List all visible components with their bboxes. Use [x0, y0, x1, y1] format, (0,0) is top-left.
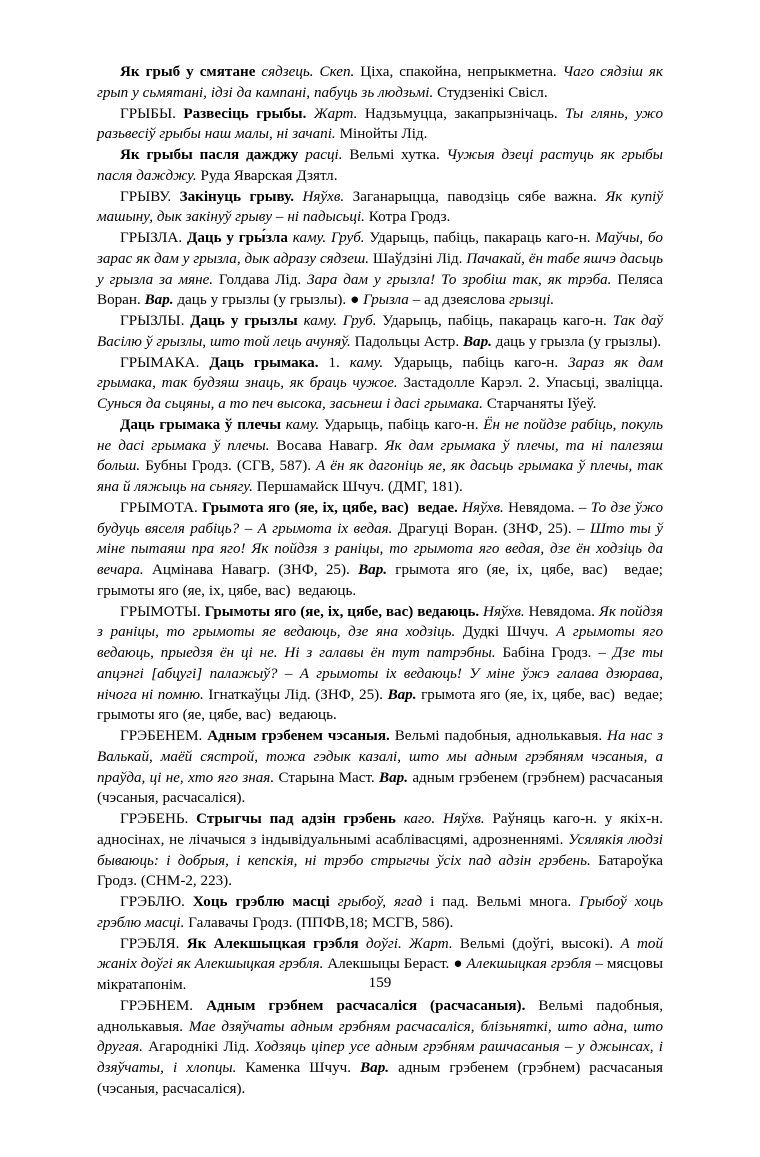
dictionary-entry: Як грыбы пасля дажджу расці. Вельмі хутка. Чужыя дзеці растуць як грыбы пасля дажджу. Руда Яварская Дзятл. — [97, 147, 663, 184]
dictionary-entry: ГРЭБЛЯ. Як Алекшыцкая грэбля доўгі. Жарт. Вельмі (доўгі, высокі). А той жаніх доўгі як Алекшыцкая грэбля. Алекшыцы Бераст. ● Алекшыцкая грэбля – мясцовы мікратапонім. — [97, 935, 663, 993]
dictionary-entry: ГРЭБЛЮ. Хоць грэблю масці грыбоў, ягад і пад. Вельмі многа. Грыбоў хоць грэблю масці. Галавачы Гродз. (ППФВ,18; МСГВ, 586). — [97, 894, 664, 931]
dictionary-entry: Як грыб у смятане сядзець. Скеп. Ціха, спакойна, непрыкметна. Чаго сядзіш як грып у сьмятані, ідзі да кампані, пабуць зь людзьмі. Студзенікі Свісл. — [97, 64, 663, 101]
dictionary-entry: ГРЫЗЛЫ. Даць у грызлы каму. Груб. Ударыць, пабіць, пакараць каго-н. Так даў Васілю ў грызлы, што той лець ачуняў. Падольцы Астр. Вар. даць у грызла (у грызлы). — [97, 313, 663, 350]
dictionary-entry: ГРЫВУ. Закінуць грыву. Няўхв. Заганарыцца, паводзіць сябе важна. Як купіў машыну, дык закінуў грыву – ні падысьці. Котра Гродз. — [97, 188, 664, 226]
dictionary-entry: ГРЭБНЕМ. Адным грэбнем расчасаліся (расчасаныя). Вельмі падобныя, аднолькавыя. Мае дзяўчаты адным грэбням расчасаліся, блізьняткі, што адна, што другая. Агароднікі Лід. Ходзяць ціпер усе адным грэбням рашчасаныя – у джынсах, і дзяўчаты, і хлопцы. Каменка Шчуч. Вар. адным грэбенем (грэбнем) расчасаныя (чэсаныя, расчасаліся). — [97, 997, 664, 1097]
dictionary-entry: ГРЫМОТЫ. Грымоты яго (яе, іх, цябе, вас) ведаюць. Няўхв. Невядома. Як пойдзя з раніцы, то грымоты яе ведаюць, дзе яна ходзіць. Дудкі Шчуч. А грымоты яго ведаюць, прыедзя ён ці не. Ні з галавы ён тут патрэбны. Бабіна Гродз. – Дзе ты апцэнгі [абцугі] палажыў? – А грымоты іх ведаюць! У міне ўжэ галава дзюрава, нічога ні помню. Ігнаткаўцы Лід. (ЗНФ, 25). Вар. грымота яго (яе, іх, цябе, вас) ведае; грымоты яго (яе, цябе, вас) ведаюць. — [97, 603, 664, 724]
dictionary-entry: ГРЫЗЛА. Даць у гры́зла каму. Груб. Ударыць, пабіць, пакараць каго-н. Маўчы, бо зарас як дам у грызла, дык адразу сядзеш. Шаўдзіні Лід. Пачакай, ён табе яшчэ дасьць у грызла за мяне. Голдава Лід. Зара дам у грызла! То зробіш так, як трэба. Пеляса Воран. Вар. даць у грызлы (у грызлы). ● Грызла – ад дзеяслова грызці. — [97, 230, 663, 309]
dictionary-entry: ГРЫМОТА. Грымота яго (яе, іх, цябе, вас) ведае. Няўхв. Невядома. – То дзе ўжо будуць вяселя рабіць? – А грымота іх ведая. Драгуці Воран. (ЗНФ, 25). – Што ты ў міне пытаяш пра яго! Як пойдзя з раніцы, то грымота яго ведая, дзе ён ходзіць да вечара. Ацмінава Навагр. (ЗНФ, 25). Вар. грымота яго (яе, іх, цябе, вас) ведае; грымоты яго (яе, іх, цябе, вас) ведаюць. — [97, 499, 663, 599]
dictionary-entry: ГРЫБЫ. Развесіць грыбы. Жарт. Надзьмуцца, закапрызнічаць. Ты глянь, ужо разьвесіў грыбы наш малы, ні зачапі. Мінойты Лід. — [97, 105, 664, 143]
dictionary-entry: Даць грымака ў плечы каму. Ударыць, пабіць каго-н. Ён не пойдзе рабіць, покуль не дасі грымака ў плечы. Восава Навагр. Як дам грымака ў плечы, та ні палезяш больш. Бубны Гродз. (СГВ, 587). А ён як дагоніць яе, як дасьць грымака ў плечы, так яна й ляжыць на сьнягу. Першамайск Шчуч. (ДМГ, 181). — [97, 416, 663, 495]
dictionary-entry: ГРЭБЕНЕМ. Адным грэбенем чэсаныя. Вельмі падобныя, аднолькавыя. На нас з Валькай, маёй сястрой, тожа гэдык казалі, што мы адным грэбяням чэсаныя, а праўда, ці не, хто яго зная. Старына Маст. Вар. адным грэбенем (грэбнем) расчасаныя (чэсаныя, расчасаліся). — [97, 728, 663, 807]
text-column — [97, 62, 663, 1100]
dictionary-entry: ГРЫМАКА. Даць грымака. 1. каму. Ударыць, пабіць каго-н. Зараз як дам грымака, так будзяш знаць, як браць чужое. Застадолле Карэл. 2. Упасьці, зваліцца. Сунься да сьцяны, а то печ высока, засьнеш і дасі грымака. Старчаняты Іўеў. — [97, 354, 663, 412]
dictionary-entry: ГРЭБЕНЬ. Стрыгчы пад адзін грэбень каго. Няўхв. Раўняць каго-н. у якіх-н. адносінах, не лічачыся з індывідуальнымі асаблівасцямі, адрозненнямі. Усялякія людзі бываюць: і добрыя, і кепскія, ні трэбо стрыгчы ўсіх пад адзін грэбень. Батароўка Гродз. (СНМ-2, 223). — [97, 811, 664, 890]
page-number: 159 — [368, 975, 392, 991]
